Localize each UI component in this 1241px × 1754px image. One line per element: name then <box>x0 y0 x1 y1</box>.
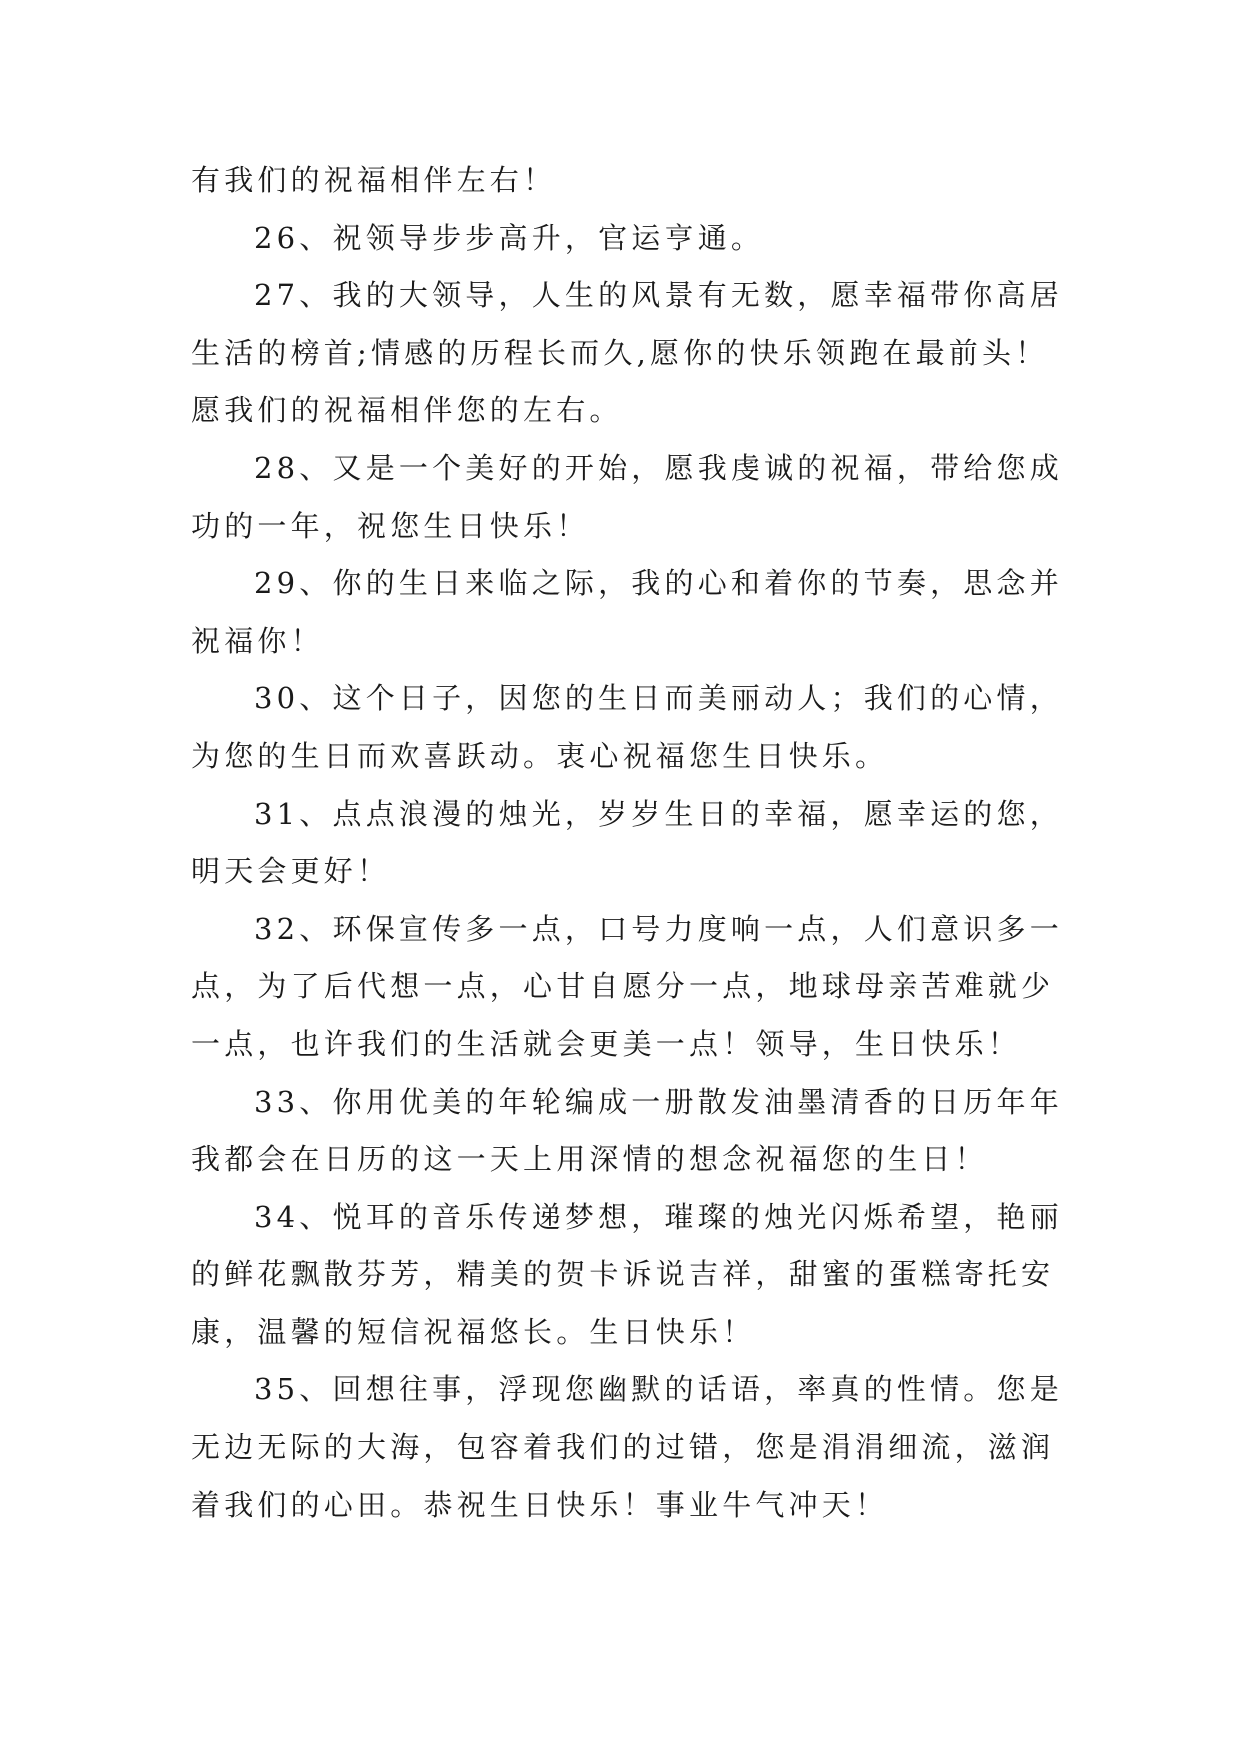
paragraph-line: 的鲜花飘散芬芳，精美的贺卡诉说吉祥，甜蜜的蛋糕寄托安 <box>191 1257 1055 1292</box>
paragraph-line: 28、又是一个美好的开始，愿我虔诚的祝福，带给您成 <box>254 450 1063 485</box>
paragraph-line: 31、点点浪漫的烛光，岁岁生日的幸福，愿幸运的您， <box>254 796 1063 831</box>
paragraph-line: 康，温馨的短信祝福悠长。生日快乐！ <box>191 1314 756 1349</box>
paragraph <box>191 901 1061 1074</box>
paragraph-line: 26、祝领导步步高升，官运亨通。 <box>254 220 765 255</box>
paragraph-line: 点，为了后代想一点，心甘自愿分一点，地球母亲苦难就少 <box>191 969 1055 1004</box>
paragraph-line: 功的一年，祝您生日快乐！ <box>191 508 590 543</box>
paragraph <box>191 440 1061 555</box>
paragraph-line: 着我们的心田。恭祝生日快乐！事业牛气冲天！ <box>191 1487 889 1522</box>
paragraph <box>191 670 1061 785</box>
paragraph-line: 明天会更好！ <box>191 854 391 889</box>
paragraph <box>191 786 1061 901</box>
paragraph-line: 我都会在日历的这一天上用深情的想念祝福您的生日！ <box>191 1142 988 1177</box>
paragraph-line: 生活的榜首;情感的历程长而久,愿你的快乐领跑在最前头！ <box>191 335 1049 370</box>
paragraph-line: 30、这个日子，因您的生日而美丽动人；我们的心情， <box>254 681 1063 716</box>
paragraph-line: 29、你的生日来临之际，我的心和着你的节奏，思念并 <box>254 566 1063 601</box>
paragraph-line: 27、我的大领导，人生的风景有无数，愿幸福带你高居 <box>254 278 1063 313</box>
paragraph <box>191 1361 1061 1534</box>
paragraph <box>191 555 1061 670</box>
paragraph-line: 有我们的祝福相伴左右！ <box>191 163 557 197</box>
paragraph-line: 33、你用优美的年轮编成一册散发油墨清香的日历年年 <box>254 1084 1063 1119</box>
paragraph <box>191 210 1061 268</box>
document-body <box>191 152 1061 1534</box>
paragraph-line: 一点，也许我们的生活就会更美一点！领导，生日快乐！ <box>191 1026 1022 1061</box>
paragraph <box>191 1074 1061 1189</box>
paragraph <box>191 267 1061 440</box>
paragraph-line: 祝福你！ <box>191 623 324 658</box>
paragraph <box>191 152 1061 210</box>
paragraph <box>191 1189 1061 1362</box>
paragraph-line: 35、回想往事，浮现您幽默的话语，率真的性情。您是 <box>254 1372 1063 1407</box>
paragraph-line: 34、悦耳的音乐传递梦想，璀璨的烛光闪烁希望，艳丽 <box>254 1199 1063 1234</box>
paragraph-line: 为您的生日而欢喜跃动。衷心祝福您生日快乐。 <box>191 738 889 773</box>
paragraph-line: 无边无际的大海，包容着我们的过错，您是涓涓细流，滋润 <box>191 1430 1055 1465</box>
paragraph-line: 愿我们的祝福相伴您的左右。 <box>191 393 623 428</box>
paragraph-line: 32、环保宣传多一点，口号力度响一点，人们意识多一 <box>254 911 1063 946</box>
